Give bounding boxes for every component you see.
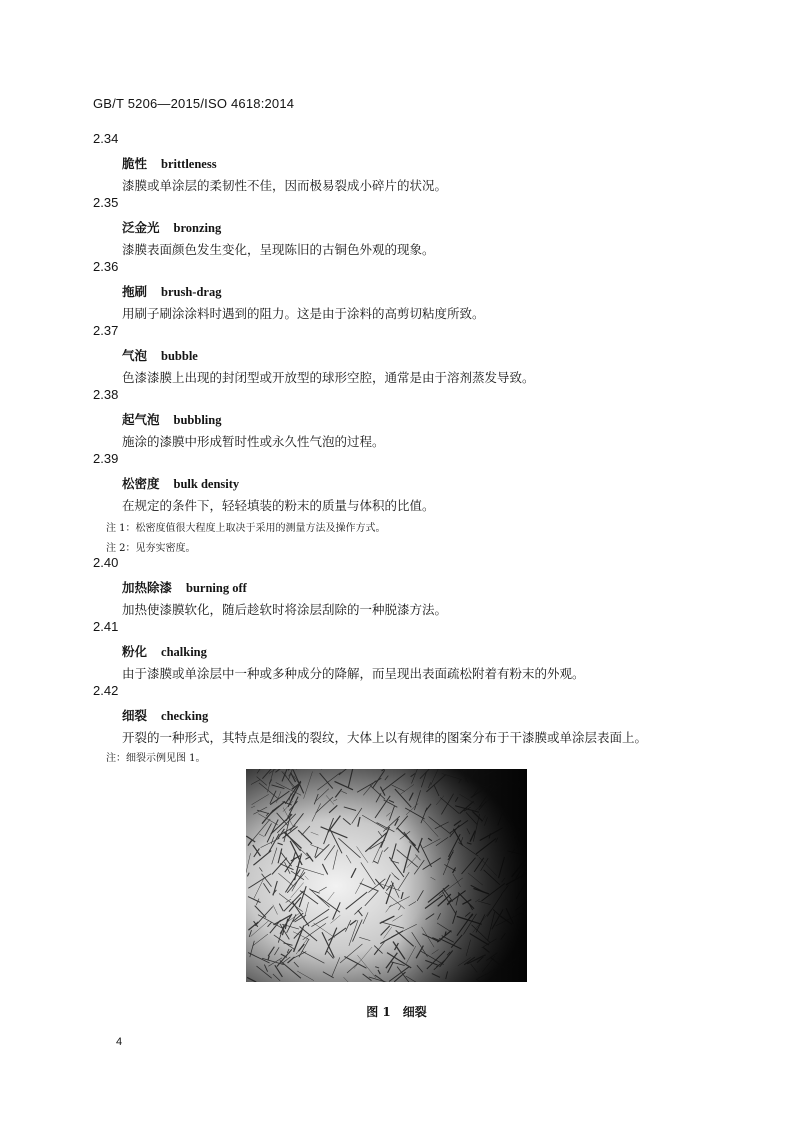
definition: 漆膜或单涂层的柔韧性不佳，因而极易裂成小碎片的状况。 [122,178,448,193]
entry-number: 2.42 [93,683,119,698]
term-english: brush-drag [161,285,222,299]
term-english: burning off [186,581,247,595]
figure-title: 细裂 [402,1005,427,1019]
term-english: brittleness [161,157,217,171]
note: 注 2：见夯实密度。 [106,543,196,554]
definition: 色漆漆膜上出现的封闭型或开放型的球形空腔，通常是由于溶剂蒸发导致。 [122,370,535,385]
document-header: GB/T 5206—2015/ISO 4618:2014 [93,96,295,111]
figure-caption [0,1003,793,1020]
term-english: chalking [161,645,207,659]
term [122,410,221,428]
term [122,282,221,300]
figure-label: 图 1 [366,1005,391,1019]
entry-number: 2.36 [93,259,119,274]
term [122,154,217,172]
entry-number: 2.38 [93,387,119,402]
term-chinese: 粉化 [122,644,148,659]
definition: 开裂的一种形式，其特点是细浅的裂纹，大体上以有规律的图案分布于干漆膜或单涂层表面上。 [122,730,648,745]
term-chinese: 松密度 [122,476,160,491]
definition: 在规定的条件下，轻轻填装的粉末的质量与体积的比值。 [122,498,435,513]
term-chinese: 脆性 [122,156,148,171]
term-english: bronzing [173,221,222,235]
term [122,474,239,492]
term-chinese: 加热除漆 [122,580,173,595]
entry-number: 2.41 [93,619,119,634]
definition: 漆膜表面颜色发生变化，呈现陈旧的古铜色外观的现象。 [122,242,435,257]
entry-number: 2.37 [93,323,119,338]
term-chinese: 起气泡 [122,412,160,427]
crack-pattern-image [246,769,527,982]
entry-number: 2.34 [93,131,119,146]
definition: 加热使漆膜软化，随后趁软时将涂层刮除的一种脱漆方法。 [122,602,448,617]
term [122,218,221,236]
definition: 由于漆膜或单涂层中一种或多种成分的降解，而呈现出表面疏松附着有粉末的外观。 [122,666,585,681]
term [122,346,198,364]
term [122,706,208,724]
definition: 施涂的漆膜中形成暂时性或永久性气泡的过程。 [122,434,385,449]
term-english: bubble [161,349,198,363]
term [122,578,247,596]
term-english: bulk density [173,477,240,491]
term-chinese: 拖刷 [122,284,148,299]
term-chinese: 细裂 [122,708,148,723]
term-chinese: 气泡 [122,348,148,363]
definition: 用刷子刷涂涂料时遇到的阻力。这是由于涂料的高剪切粘度所致。 [122,306,485,321]
checking-photo [246,769,527,982]
entry-number: 2.39 [93,451,119,466]
term [122,642,207,660]
entry-number: 2.40 [93,555,119,570]
page-number: 4 [116,1036,123,1048]
term-english: bubbling [173,413,222,427]
note: 注 1：松密度值很大程度上取决于采用的测量方法及操作方式。 [106,523,386,534]
note: 注：细裂示例见图 1。 [106,753,206,764]
entry-number: 2.35 [93,195,119,210]
term-chinese: 泛金光 [122,220,160,235]
term-english: checking [161,709,209,723]
